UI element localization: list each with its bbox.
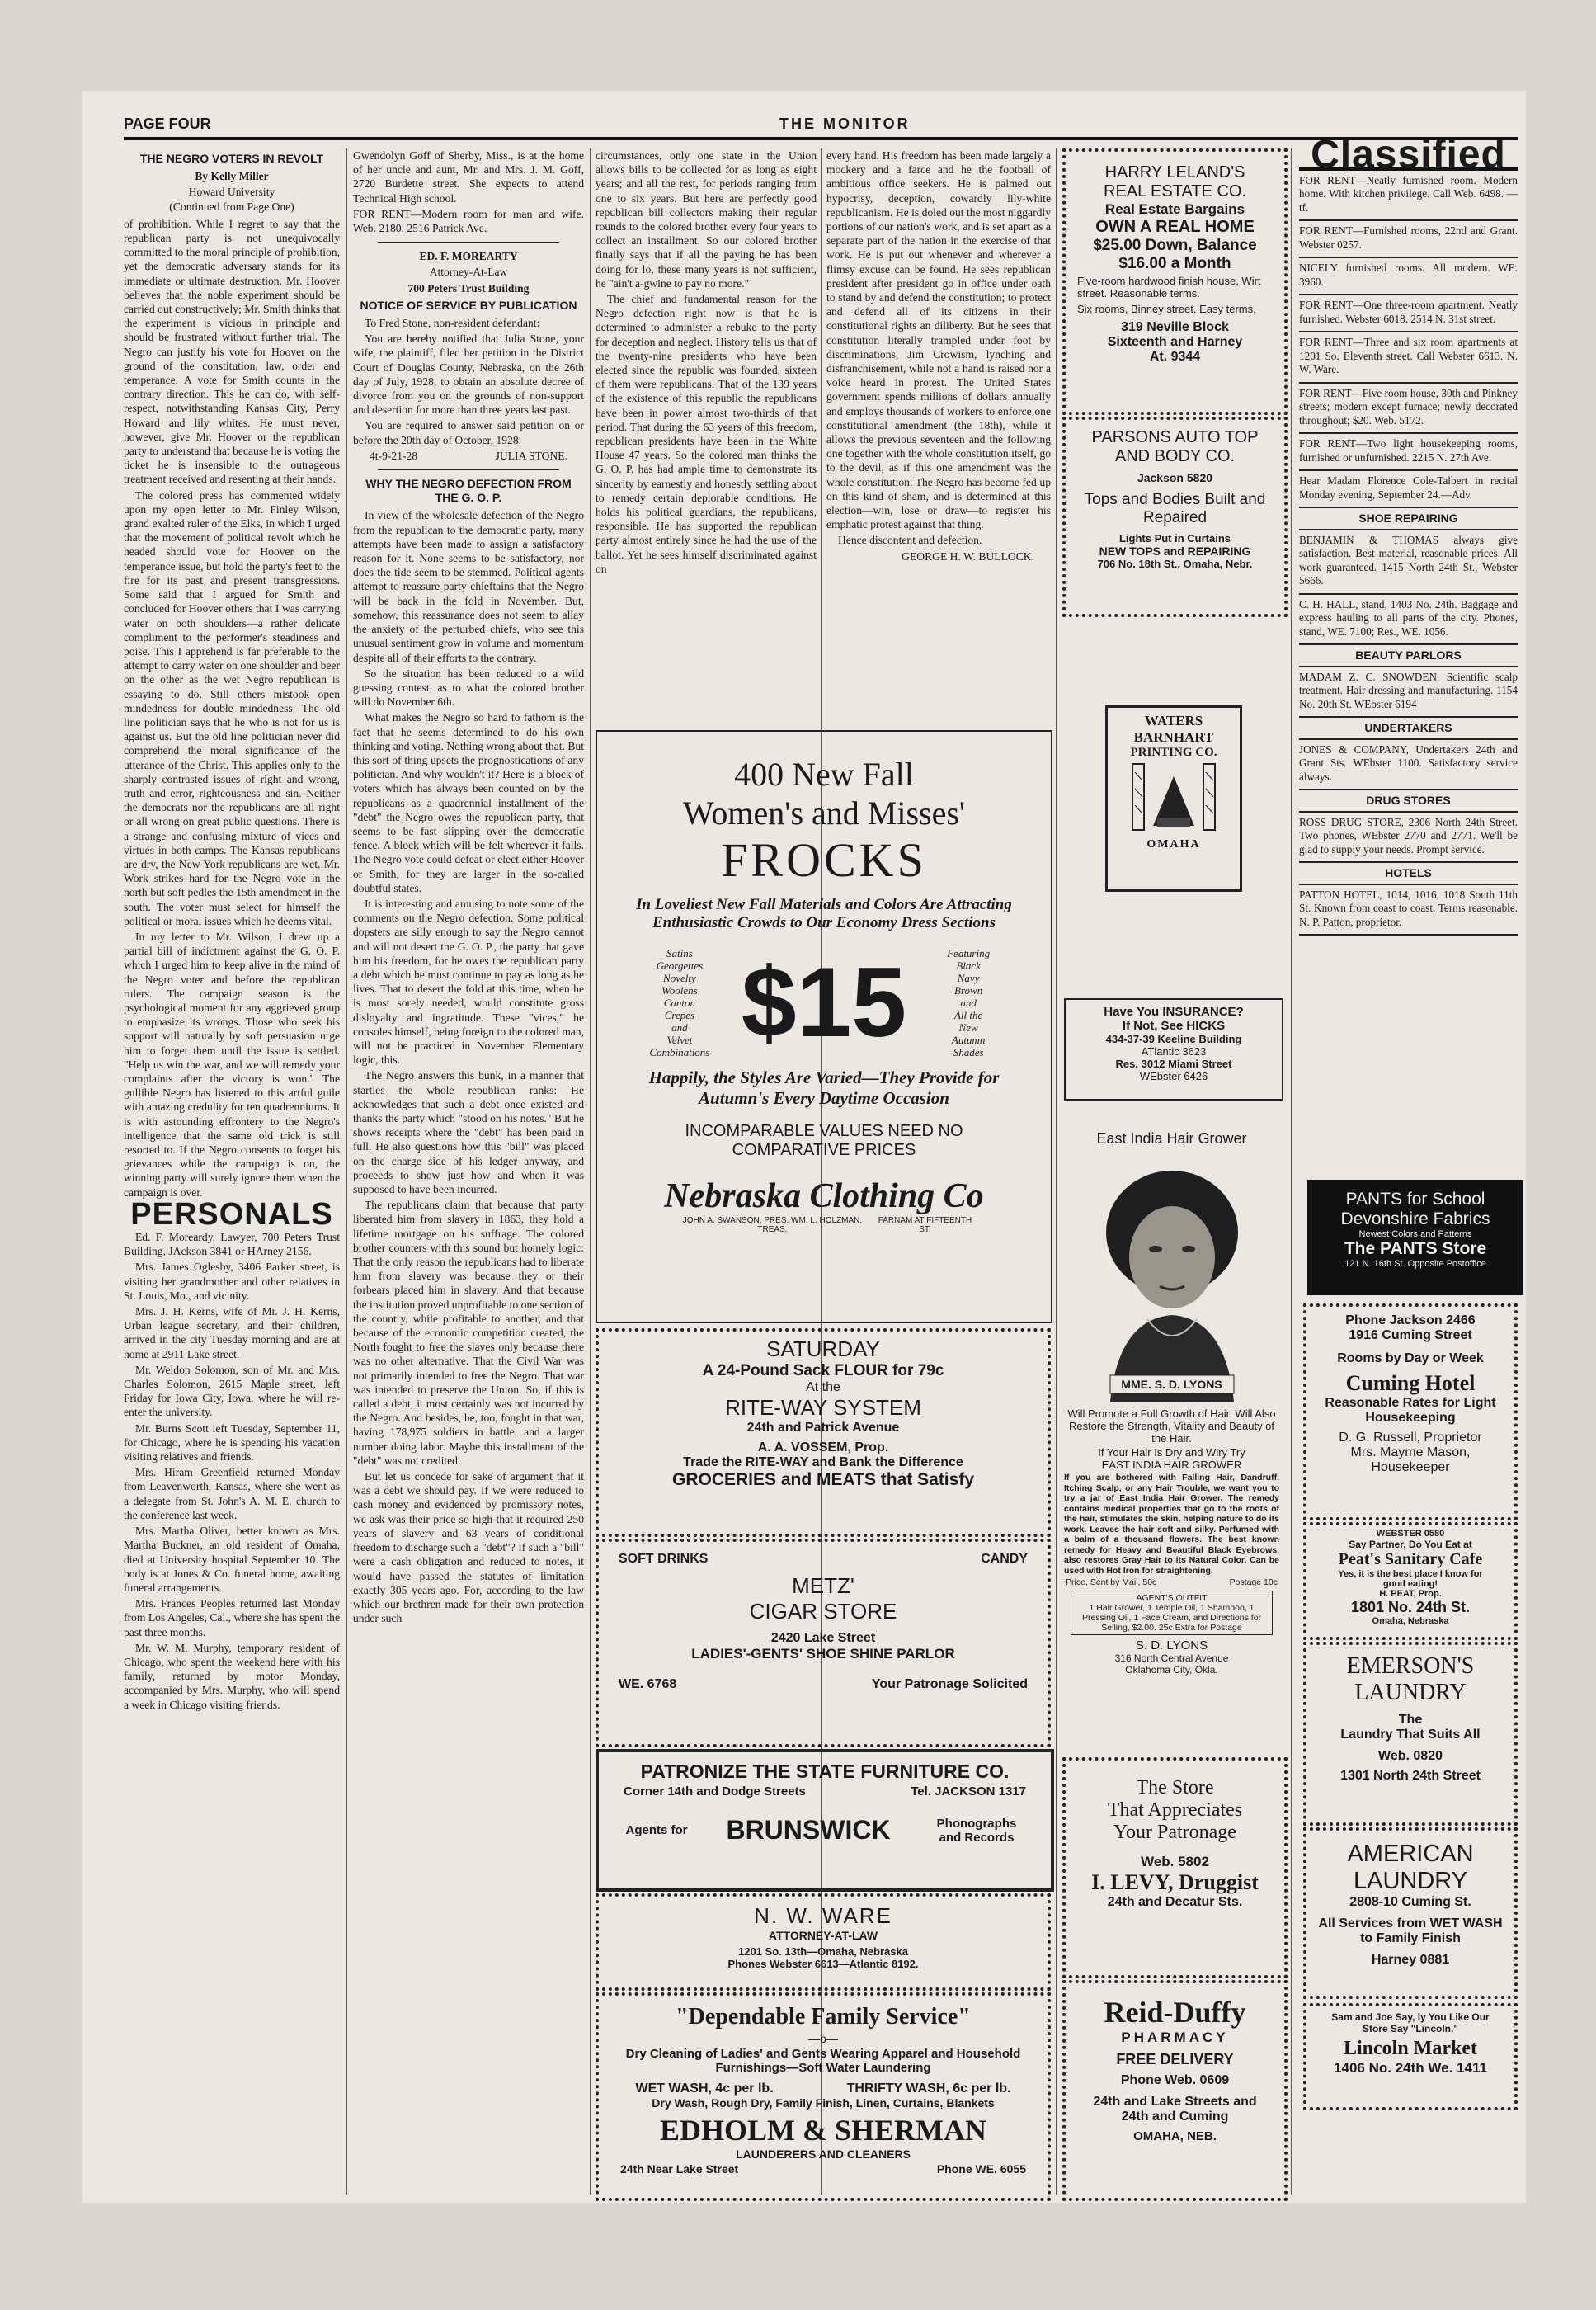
hicks-residence: Res. 3012 Miami Street [1115, 1058, 1232, 1070]
leland-name: HARRY LELAND'S [1104, 163, 1245, 182]
classified-ad: FOR RENT—Neatly furnished room. Modern home. With kitchen privilege. Call Web. 6498. —tf. [1299, 171, 1518, 222]
article-paragraph: every hand. His freedom has been made largely a mockery and a farce and he the football of ambitious office seekers. He is palmed out hypocrisy, deception, cowardly lily-white republicanism. He is doled out the most niggardly portions of our nation's work, and is set apart as a separate part of the nation in the exercise of that work. He is put out whenever and wherever a flimsy excuse can be found. He sees republican president after president go in office under oath to stand by and defend the constitution; to protect and defend all of its citizens in their constitutional rights an diliberty. But he sees that constitution literally trampled under foot by discriminations, Jim Crowism, lynching and disfranchisement, while not a hand is raised nor a voice heard in protest. The United States government spends millions of dollars annually and employs thousands of workers to enforce one constitutional amendment (the 18th), while it allows the previous seventeen and the following one together with the whole constitution itself, go to the devil, as if this one amendment was the whole constitution. The Negro has become fed up on this kind of sham, and is determined at this election—win, lose or draw—to register his emphatic protest against that thing. [826, 149, 1051, 531]
lincoln-name: Lincoln Market [1344, 2038, 1477, 2059]
emerson-slogan: Laundry That Suits All [1340, 1728, 1481, 1742]
ware-phones: Phones Webster 6613—Atlantic 8192. [727, 1958, 919, 1970]
column-rule [590, 148, 591, 2194]
frocks-line2: Women's and Misses' [682, 794, 966, 832]
hicks-question: Have You INSURANCE? [1104, 1005, 1244, 1019]
article-paragraph: The republicans claim that because that party liberated him from slavery in 1863, they hold a lifetime mortgage on his suffrage. The colored brother counters with this sound but homely logic: That the only reason the republicans had to liberate him from slavery was because they or their forbears placed him in slavery. And that because the institution proved unprofitable to one section of the country, while profitable to another, and that because of the economic competition created, the North fought to free the slaves only because there was no other alternative. That the Civil War was not primarily intended to free the Negro. That war was intended to preserve the Union. So, if this is called a debt, it most certainly was not incurred by the Negro. And besides, he, too, fought in that war, having 178,975 soldiers in battle, and a larger number doing labor. Maybe this installment of the "debt" was not credited. [353, 1199, 584, 1467]
pants-store-name: The PANTS Store [1344, 1239, 1487, 1258]
article-paragraph: In view of the wholesale defection of the Negro from the republican to the democratic party, many attempts have been made to assign a satisfactory reason for it. None seems to be satisfactory, nor does the tide seem to be stemmed. Political agents attempt to reassure party chieftains that the Negro will be back in the fold in November. But, somehow, this reassurance does not seem to allay the anxiety of the perturbed chiefs, who see this unusual sentiment grow in volume and momentum despite all of their efforts to the contrary. [353, 509, 584, 664]
lyons-city: Oklahoma City, Okla. [1125, 1664, 1218, 1676]
store-logo-sub [597, 1216, 1051, 1234]
waters-city: OMAHA [1146, 838, 1201, 851]
frocks-styles-note: Happily, the Styles Are Varied—They Provide for Autumn's Every Daytime Occasion [648, 1068, 1000, 1108]
american-laundry: LAUNDRY [1353, 1868, 1468, 1894]
edholm-divider: —o— [808, 2032, 838, 2045]
metz-top-row [599, 1542, 1048, 1567]
byline: By Kelly Miller [195, 170, 269, 183]
legal-paragraph: You are hereby notified that Julia Stone, your wife, the plaintiff, filed her petition in the District Court of Douglas County, Nebraska, on the 26th day of July, 1928, to obtain an absolute decree of divorce from you on the grounds of non-support and desertion for more than three years last past. [353, 332, 584, 417]
hicks-res-phone: WEbster 6426 [1139, 1070, 1208, 1082]
levy-phone: Web. 5802 [1141, 1854, 1209, 1869]
classified-column [1299, 133, 1518, 936]
levy-appreciates: That Appreciates [1107, 1799, 1243, 1821]
frocks-price: $15 [741, 947, 907, 1058]
article-paragraph: The chief and fundamental reason for the Negro defection right now is that he is determined to administer a rebuke to the party for deception and neglect. History tells us that of the twenty-nine presidents who have been elected since the republic was founded, sixteen of them were republicans. That of the 139 years of the existence of this republic the republicans have been in power almost two-thirds of that period. That during the 63 years of this freedom, republican presidents have been in the White House 47 years. So the colored man thinks the G. O. P. has had ample time to demonstrate its sincerity by earnestly and honestly settling about to remedy certain deplorable conditions. He holds his political guardians, the republicans, responsible. He has supported the republican party almost entirely since he had the use of the ballot. Yet he sees himself discriminated against on [596, 293, 817, 575]
hicks-insurance-ad [1064, 998, 1283, 1101]
classified-ad: MADAM Z. C. SNOWDEN. Scientific scalp treatment. Hair dressing and manufacturing. 1154 No. 20th St. WEbster 6194 [1299, 667, 1518, 719]
pants-address: 121 N. 16th St. Opposite Postoffice [1344, 1259, 1486, 1269]
levy-druggist-ad [1062, 1757, 1288, 1978]
store-address: FARNAM AT FIFTEENTH ST. [878, 1216, 972, 1234]
article-headline: THE NEGRO VOTERS IN REVOLT [139, 152, 324, 165]
waters-name: WATERS [1144, 713, 1203, 728]
hicks-phone: ATlantic 3623 [1141, 1045, 1207, 1058]
leland-address: 319 Neville Block [1121, 320, 1229, 334]
article-paragraph: of prohibition. While I regret to say that the republican party is not unequivocally committed to the moral principle of prohibition, yet the democratic adversary stands for its immediate or ultimate destruction. Mr. Hoover believes that the noble experiment should be carried out constructively; Mr. Smith thinks that the experiment is vicious in principle and should be frustrated without further trial. The Negro can justify his vote for Hoover on the ground of the constitution, law, order and temperance. A vote for Smith counts in the contrary direction. This he can do, with self-respect, notwithstanding Kansas City, Perry Howard and lily whites. He must never, however, give Mr. Hoover or the republican party to understand that because he is voting the ticket he is insensible to the outrageous treatment received and resenting at their hands. [124, 217, 340, 486]
waters-barnhart-ad [1105, 705, 1242, 892]
parsons-address: 706 No. 18th St., Omaha, Nebr. [1097, 558, 1253, 570]
classified-ad: NICELY furnished rooms. All modern. WE. 3960. [1299, 258, 1518, 295]
furniture-phonographs: Phonographs and Records [936, 1816, 1017, 1845]
hair-grower-promise: Will Promote a Full Growth of Hair. Will Also Restore the Strength, Vitality and Beauty of the Hair. [1067, 1407, 1276, 1445]
column-rule [1291, 148, 1292, 2194]
column-2 [353, 148, 584, 2203]
peat-address: 1801 No. 24th St. [1350, 1599, 1471, 1615]
leland-street: Sixteenth and Harney [1107, 335, 1243, 349]
ware-name: N. W. WARE [754, 1903, 892, 1928]
peat-cafe-ad [1303, 1522, 1518, 1640]
page-header [124, 116, 1518, 140]
peat-question: Say Partner, Do You Eat at [1349, 1539, 1472, 1550]
article-paragraph: What makes the Negro so hard to fathom is the fact that he seems determined to do his own thinking and voting. Nothing wrong about that. But this sort of thing upsets the prognostications of any politician. And why wouldn't it? Here is a block of voters which has always been counted on by the republicans as a quadrennial installment of the "debt" the Negro owes the republican party, that seems to be fast slipping over the democratic fence. A block which will be felt wherever it falls. The Negro vote could defeat or elect either Hoover or Smith, for they are larger in the so-called doubtful states. [353, 711, 584, 894]
parsons-name: PARSONS AUTO TOP AND BODY CO. [1091, 428, 1259, 465]
riteway-address: 24th and Patrick Avenue [746, 1421, 900, 1435]
personal-item: Gwendolyn Goff of Sherby, Miss., is at the home of her uncle and aunt, Mr. and Mrs. J. M. Goff, 2720 Burdette street. She expects to attend Technical High school. [353, 149, 584, 205]
portrait-image [1077, 1154, 1267, 1402]
article-paragraph: Hence discontent and defection. [838, 534, 982, 547]
cuming-housekeeper: Mrs. Mayme Mason, Housekeeper [1350, 1445, 1471, 1474]
article-paragraph: So the situation has been reduced to a wild guessing contest, as to what the colored brother will do November 6th. [353, 667, 584, 709]
article-paragraph: circumstances, only one state in the Union allows bills to be collected for as long as eight years; and all the rest, for periods ranging from one to six years. But here are perfectly good republican bill collectors making their regular rounds to the colored brother every four years to collect an installment. So our colored brother finally says that if all the paying he has been doing for lo, these many years is not sufficient, he "ain't a-gwine to pay no more." [596, 149, 817, 290]
hair-grower-title: East India Hair Grower [1096, 1130, 1247, 1147]
legal-run-dates: 4t-9-21-28 [370, 449, 418, 462]
cuming-hotel-name: Cuming Hotel [1345, 1371, 1476, 1395]
column-1 [124, 148, 340, 2203]
riteway-offer: A 24-Pound Sack FLOUR for 79c [702, 1362, 944, 1379]
frocks-values: INCOMPARABLE VALUES NEED NO COMPARATIVE PRICES [685, 1122, 963, 1159]
peat-cafe-name: Peat's Sanitary Cafe [1338, 1550, 1483, 1568]
edholm-address: 24th Near Lake Street [620, 2162, 739, 2176]
cuming-rooms: Rooms by Day or Week [1337, 1351, 1484, 1365]
pants-fabrics: Devonshire Fabrics [1340, 1209, 1490, 1228]
furniture-phone: Tel. JACKSON 1317 [911, 1784, 1026, 1798]
classified-ad: C. H. HALL, stand, 1403 No. 24th. Baggage and express hauling to all parts of the city. Phones, stand, WE. 7100; Res., WE. 1056. [1299, 595, 1518, 646]
frocks-ad [596, 730, 1052, 1323]
cuming-address: 1916 Cuming Street [1349, 1328, 1472, 1342]
section-heading: BEAUTY PARLORS [1299, 645, 1518, 667]
article-headline: WHY THE NEGRO DEFECTION FROM THE G. O. P. [365, 477, 572, 505]
reid-phone: Phone Web. 0609 [1120, 2073, 1230, 2087]
color-list: Featuring Black Navy Brown and All the New Autumn Shades [947, 946, 991, 1058]
agents-outfit-box [1071, 1591, 1273, 1635]
reid-pharmacy: PHARMACY [1121, 2030, 1229, 2045]
riteway-at: At the [806, 1380, 840, 1394]
peat-prop: H. PEAT, Prop. [1379, 1589, 1442, 1599]
edholm-prices [599, 2081, 1048, 2096]
continued-note: (Continued from Page One) [169, 200, 294, 213]
classified-ad: JONES & COMPANY, Undertakers 24th and Grant Sts. WEbster 1100. Satisfactory service always. [1299, 740, 1518, 791]
legal-signature [353, 449, 584, 463]
metz-shoe-shine: LADIES'-GENTS' SHOE SHINE PARLOR [691, 1646, 955, 1662]
column-3 [596, 148, 817, 710]
edholm-services: Dry Cleaning of Ladies' and Gents Wearing Apparel and Household Furnishings—Soft Water Laundering [625, 2047, 1021, 2075]
masthead-title: THE MONITOR [779, 116, 911, 132]
leland-ad [1062, 148, 1288, 415]
personal-item: Ed. F. Moreardy, Lawyer, 700 Peters Trust Building, JAckson 3841 or HArney 2156. [124, 1231, 340, 1258]
metz-candy: CANDY [981, 1552, 1028, 1566]
article-paragraph: The Negro answers this bunk, in a manner that startles the whole republican ranks: He acknowledges that such a debt once existed and thanks the party which "stood on his notes." But he shows receipts where the "debt" has been paid in full. He also questions how this "bill" was placed on the charge side of his ledger anyway, and proceeds to show just how and when it was supposed to have been incurred. [353, 1069, 584, 1196]
frocks-subhead: In Loveliest New Fall Materials and Colors Are Attracting Enthusiastic Crowds to Our Economy Dress Sections [636, 896, 1012, 931]
attorney-name: ED. F. MOREARTY [419, 250, 518, 263]
metz-bottom-row [599, 1662, 1048, 1692]
edholm-thrifty-wash: THRIFTY WASH, 6c per lb. [846, 2081, 1011, 2096]
metz-cigar-store: CIGAR STORE [749, 1599, 897, 1624]
metz-phone: WE. 6768 [619, 1677, 677, 1691]
section-heading: UNDERTAKERS [1299, 718, 1518, 740]
edholm-subtitle: LAUNDERERS AND CLEANERS [736, 2147, 911, 2161]
classified-ad: PATTON HOTEL, 1014, 1016, 1018 South 11th St. Known from coast to coast. Terms reasonable. N. P. Patton, proprietor. [1299, 885, 1518, 936]
attorney-address: 700 Peters Trust Building [407, 281, 530, 295]
reid-delivery: FREE DELIVERY [1116, 2051, 1234, 2067]
edholm-sherman-ad [596, 1992, 1051, 2201]
frocks-line3: FROCKS [721, 833, 927, 887]
column-rule [1056, 148, 1057, 2194]
leland-bargains: Real Estate Bargains [1104, 201, 1245, 217]
parsons-service: Tops and Bodies Built and Repaired [1084, 491, 1266, 526]
lyons-address: 316 North Central Avenue [1114, 1652, 1229, 1664]
reid-name: Reid-Duffy [1104, 1996, 1246, 2029]
riteway-prop: A. A. VOSSEM, Prop. [757, 1440, 889, 1454]
byline-affiliation: Howard University [188, 186, 275, 199]
personal-item: Mrs. Martha Oliver, better known as Mrs. Martha Buckner, an old resident of Omaha, died at University hospital September 10. The body is at Jones & Co. funeral home, awaiting funeral arrangements. [124, 1525, 340, 1594]
metz-ad [596, 1539, 1051, 1747]
personal-item: Mr. Weldon Solomon, son of Mr. and Mrs. Charles Solomon, 2615 Maple street, left Friday for Iowa City, Iowa, where he will re-enter the university. [124, 1363, 340, 1419]
article-paragraph: But let us concede for sake of argument that it was a debt we should pay. If we were reduced to cash money and evidenced by promissory notes, we ask was their price so high that it required 250 years of slavery and 63 years of conditional freedom to discharge such a "debt"? If such a "bill" were a cash obligation and reduced to notes, it would have passed the statutes of limitation exactly 305 years ago. For, according to the law which our brethren made for their own protection under such [353, 1470, 584, 1625]
cuming-proprietor: D. G. Russell, Proprietor [1339, 1431, 1482, 1445]
personals-heading: PERSONALS [130, 1196, 333, 1232]
cuming-rates: Reasonable Rates for Light Housekeeping [1325, 1396, 1496, 1425]
pants-patterns: Newest Colors and Patterns [1358, 1229, 1472, 1239]
parsons-phone: Jackson 5820 [1137, 471, 1213, 484]
store-logo: Nebraska Clothing Co [664, 1177, 984, 1215]
cuming-phone: Phone Jackson 2466 [1345, 1313, 1476, 1327]
classified-heading: Classified [1299, 148, 1518, 171]
american-address: 2808-10 Cuming St. [1349, 1895, 1471, 1909]
emerson-laundry: LAUNDRY [1354, 1680, 1467, 1705]
emerson-address: 1301 North 24th Street [1340, 1769, 1481, 1783]
riteway-slogan: Trade the RITE-WAY and Bank the Difference [683, 1455, 963, 1469]
furniture-title: PATRONIZE THE STATE FURNITURE CO. [640, 1761, 1010, 1782]
for-rent-notice: FOR RENT—Modern room for man and wife. Web. 2180. 2516 Patrick Ave. [353, 207, 584, 235]
personal-item: Mr. Burns Scott left Tuesday, September 11, for Chicago, where he is spending his vacation visiting relatives and friends. [124, 1421, 340, 1464]
leland-down: $25.00 Down, Balance [1093, 237, 1257, 254]
lincoln-market-ad [1303, 2003, 1518, 2110]
section-heading: SHOE REPAIRING [1299, 508, 1518, 530]
legal-notice-heading: NOTICE OF SERVICE BY PUBLICATION [360, 298, 577, 312]
furniture-brand: BRUNSWICK [726, 1815, 891, 1845]
fabric-list: Satins Georgettes Novelty Woolens Canton Crepes and Velvet Combinations [649, 946, 710, 1058]
leland-listing-2: Six rooms, Binney street. Easy terms. [1077, 303, 1256, 315]
section-heading: DRUG STORES [1299, 790, 1518, 813]
ware-address: 1201 So. 13th—Omaha, Nebraska [738, 1945, 908, 1958]
page-number: PAGE FOUR [124, 116, 211, 132]
leland-monthly: $16.00 a Month [1118, 255, 1231, 272]
classified-ad: FOR RENT—Two light housekeeping rooms, furnished or unfurnished. 2215 N. 27th Ave. [1299, 434, 1518, 471]
levy-address: 24th and Decatur Sts. [1107, 1895, 1243, 1909]
store-officers: JOHN A. SWANSON, PRES. WM. L. HOLZMAN, TREAS. [682, 1216, 863, 1234]
emersons-laundry-ad [1303, 1642, 1518, 1826]
furniture-brand-row [599, 1800, 1051, 1846]
hicks-address: 434-37-39 Keeline Building [1105, 1033, 1242, 1045]
article-signature: GEORGE H. W. BULLOCK. [902, 549, 1034, 563]
frocks-line1: 400 New Fall [734, 756, 914, 793]
hair-grower-price-row [1062, 1577, 1281, 1587]
edholm-name: EDHOLM & SHERMAN [660, 2114, 986, 2147]
parsons-lights: Lights Put in Curtains [1118, 532, 1231, 544]
metz-address: 2420 Lake Street [770, 1631, 876, 1645]
hair-grower-postage: Postage 10c [1229, 1577, 1278, 1587]
emerson-name: EMERSON'S [1346, 1653, 1475, 1679]
personal-item: Mrs. Hiram Greenfield returned Monday from Leavenworth, Kansas, where she went as a delegate from St. John's A. M. E. church to the conference last week. [124, 1466, 340, 1521]
classified-ad: Hear Madam Florence Cole-Talbert in recital Monday evening, September 24.—Adv. [1299, 471, 1518, 508]
reid-city: OMAHA, NEB. [1133, 2129, 1217, 2143]
emerson-the: The [1398, 1713, 1423, 1727]
metz-patronage: Your Patronage Solicited [871, 1677, 1028, 1691]
peat-city: Omaha, Nebraska [1372, 1616, 1449, 1626]
outfit-title: AGENT'S OUTFIT [1136, 1593, 1208, 1603]
outfit-body: 1 Hair Grower, 1 Temple Oil, 1 Shampoo, 1 Pressing Oil, 1 Face Cream, and Directions for Selling, $2.00. 25c Extra for Postage [1081, 1603, 1262, 1633]
leland-phone: At. 9344 [1149, 350, 1201, 364]
peat-phone: WEBSTER 0580 [1376, 1529, 1445, 1539]
metz-soft-drinks: SOFT DRINKS [619, 1552, 709, 1566]
leland-listing-1: Five-room hardwood finish house, Wirt street. Reasonable terms. [1077, 275, 1261, 299]
american-phone: Harney 0881 [1371, 1953, 1450, 1967]
personal-item: Mrs. Frances Peoples returned last Monday from Los Angeles, Cal., where she has spent the past three months. [124, 1597, 340, 1638]
newspaper-page [82, 91, 1526, 2203]
classified-ad: FOR RENT—One three-room apartment. Neatly furnished. Webster 6018. 2514 N. 31st street. [1299, 295, 1518, 332]
american-services: All Services from WET WASH to Family Finish [1318, 1916, 1503, 1945]
cuming-hotel-ad [1303, 1304, 1518, 1520]
portrait-label: MME. S. D. LYONS [1121, 1378, 1222, 1391]
american-name: AMERICAN [1347, 1841, 1474, 1867]
emerson-phone: Web. 0820 [1378, 1749, 1443, 1763]
personal-item: Mrs. James Oglesby, 3406 Parker street, is visiting her grandmother and other relatives in St. Louis, Mo., and vicinity. [124, 1261, 340, 1302]
lyons-name: S. D. LYONS [1135, 1638, 1208, 1652]
edholm-slogan: "Dependable Family Service" [676, 2004, 971, 2030]
leland-own-home: OWN A REAL HOME [1095, 218, 1255, 236]
edholm-dry-wash: Dry Wash, Rough Dry, Family Finish, Linen, Curtains, Blankets [652, 2096, 995, 2110]
edholm-wet-wash: WET WASH, 4c per lb. [635, 2081, 774, 2096]
classified-ad: FOR RENT—Five room house, 30th and Pinkney streets; modern except furnace; newly decorated throughout; $20. Web. 5172. [1299, 384, 1518, 435]
personal-item: Mr. W. M. Murphy, temporary resident of Chicago, who spent the weekend here with his family, returned by motor Monday, accompanied by Mrs. Murphy, who will spend a week in Chicago visiting friends. [124, 1641, 340, 1711]
reid-locations: 24th and Lake Streets and 24th and Cuming [1093, 2095, 1257, 2124]
personal-item: Mrs. J. H. Kerns, wife of Mr. J. H. Kerns, Urban league secretary, and their children, arrived in the city Tuesday morning and are at home at 2911 Lake street. [124, 1305, 340, 1360]
hicks-see: If Not, See HICKS [1122, 1019, 1226, 1033]
reid-duffy-ad [1062, 1980, 1288, 2201]
lincoln-address: 1406 No. 24th We. 1411 [1334, 2060, 1487, 2076]
levy-store: The Store [1136, 1777, 1214, 1798]
riteway-day: SATURDAY [766, 1336, 880, 1361]
article-paragraph: It is interesting and amusing to note some of the comments on the Negro defection. Some political dopsters are silly enough to say the Negro cannot and will not desert the G. O. P., the party that gave him his freedom, for he owes the republican party a debt which he must continue to pay as long as he lives. That to desert the fold at this time, when he is most sorely needed, would constitute gross disloyalty and ingratitude. These "vices," he consoles himself, being foreign to the colored man, will not be practiced in November. Elementary logic, this. [353, 897, 584, 1067]
metz-name: METZ' [792, 1573, 854, 1598]
printing-co: PRINTING CO. [1130, 746, 1217, 759]
lincoln-slogan: Sam and Joe Say, ly You Like Our Store Say "Lincoln." [1331, 2011, 1490, 2034]
furniture-address: Corner 14th and Dodge Streets [624, 1784, 806, 1798]
riteway-groceries: GROCERIES and MEATS that Satisfy [672, 1470, 974, 1489]
hair-grower-body: If you are bothered with Falling Hair, Dandruff, Itching Scalp, or any Hair Trouble, we want you to try a jar of East India Hair Grower. The remedy contains medical properties that go to the roots of the hair, stimulates the skin, helping nature to do its work. Leaves the hair soft and silky. Perfumed with a balm of a thousand flowers. The best known remedy for Heavy and Beautiful Black Eyebrows, also restores Gray Hair to its Natural Color. Can be used with Hot Iron for straightening. [1064, 1473, 1279, 1576]
classified-ad: FOR RENT—Three and six room apartments at 1201 So. Eleventh street. Call Webster 6613. N. W. Ware. [1299, 332, 1518, 384]
legal-signer: JULIA STONE. [495, 449, 567, 462]
levy-name: I. LEVY, Druggist [1091, 1870, 1259, 1894]
levy-patronage: Your Patronage [1113, 1822, 1236, 1843]
frocks-price-row [597, 945, 1051, 1059]
edholm-footer [599, 2161, 1048, 2177]
parsons-ad [1062, 417, 1288, 617]
hair-grower-name: EAST INDIA HAIR GROWER [1101, 1459, 1242, 1471]
article-paragraph: In my letter to Mr. Wilson, I drew up a partial bill of indictment against the G. O. P. which I urged him to keep alive in the mind of the Negro voter and before the republican rulers. The campaign season is the psychological moment for any aggrieved group to emphasize its wrongs. Those who seek his support will naturally by soft persuasion urge him to forget them until the issue is settled. "Help us win the war, and we will remedy your complaints after the victory is won." The gullible Negro has listened to this artful guile with amazing credulity for ten quadrenniums. It is with astounding effrontery to the Negro's intelligence that the same old trick is still resorted to. If the Negro consents to forget his grievances while the campaign is on, the winning party will surely ignore them when the campaign is over. [124, 930, 340, 1199]
legal-paragraph: To Fred Stone, non-resident defendant: [365, 317, 540, 330]
classified-ad: FOR RENT—Furnished rooms, 22nd and Grant. Webster 0257. [1299, 221, 1518, 258]
column-4 [826, 148, 1051, 718]
pants-store-ad [1307, 1180, 1523, 1295]
furniture-agents: Agents for [625, 1823, 688, 1837]
hair-grower-try: If Your Hair Is Dry and Wiry Try [1098, 1446, 1245, 1459]
leland-company: REAL ESTATE CO. [1104, 182, 1246, 200]
section-heading: HOTELS [1299, 863, 1518, 885]
american-laundry-ad [1303, 1827, 1518, 1999]
hair-grower-ad [1062, 1130, 1281, 1737]
furniture-address-row [599, 1783, 1051, 1800]
parsons-new-tops: NEW TOPS and REPAIRING [1099, 544, 1251, 558]
riteway-ad [596, 1328, 1051, 1537]
state-furniture-ad [596, 1749, 1054, 1892]
edholm-phone: Phone WE. 6055 [936, 2162, 1026, 2176]
classified-ad: ROSS DRUG STORE, 2306 North 24th Street. Two phones, WEbster 2770 and 2771. We'll be glad to supply your needs. Prompt service. [1299, 813, 1518, 864]
barnhart-name: BARNHART [1133, 729, 1214, 745]
attorney-title: Attorney-At-Law [429, 266, 508, 279]
pants-school: PANTS for School [1345, 1190, 1485, 1209]
ware-ad [596, 1893, 1051, 1991]
printing-press-icon [1128, 760, 1219, 834]
classified-ad: BENJAMIN & THOMAS always give satisfaction. Best material, reasonable prices. All work guaranteed. 1415 North 24th St., Webster 5666. [1299, 530, 1518, 595]
hair-grower-price: Price, Sent by Mail, 50c [1066, 1577, 1157, 1587]
column-rule [346, 148, 347, 2194]
riteway-name: RITE-WAY SYSTEM [725, 1395, 921, 1420]
article-paragraph: The colored press has commented widely upon my open letter to Mr. Finley Wilson, grand exalted ruler of the Elks, in which I urged that the movement of political revolt which he headed should vote for Hoover on the temperance issue, but hold the party's feet to the fire for its past and present transgressions. Some said that I argued for Smith and concluded for Hoover others that I was carrying water on both shoulders—a rather delicate compliment to the performer's steadiness and poise. This I apprehend is far preferable to the attempt to carry water on one shoulder and beer on the other as the wet Negro republican is essaying to do. Still others mistook open mindedness for double mindedness. The old line politician says that he who is not for us is against us. But the old line politician never did comprehend the moral significance of the utterance of the Christ. This applies only to the sharply contrasted issues of right and wrong, truth and error, righteousness and sin. Neither the democrats nor the republicans are all right or all wrong on great public questions. There is a strange and confusing mixture of vices and virtues in both camps. The Kansas republicans are dry, the New York republicans are wet. Mr. Work strikes hard for the Negro vote in the north but soft pedles the 15th amendment in the south. The voter must select for himself the political or moral issues which he deems vital. [124, 488, 340, 927]
ware-title: ATTORNEY-AT-LAW [768, 1929, 878, 1942]
peat-answer: Yes, it is the best place I know for good eating! [1338, 1569, 1483, 1589]
legal-paragraph: You are required to answer said petition on or before the 20th day of October, 1928. [353, 419, 584, 446]
